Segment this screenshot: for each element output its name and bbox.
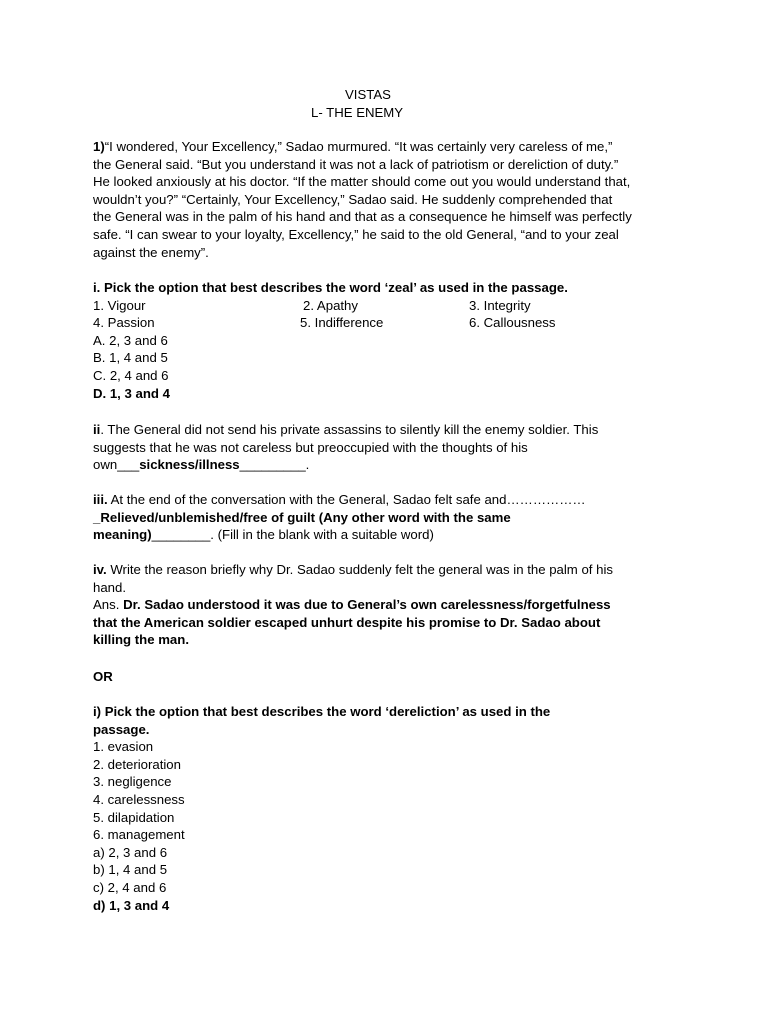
question-prompt: i) Pick the option that best describes the word ‘dereliction’ as used in the (93, 704, 551, 719)
question-i (93, 279, 693, 402)
choice: a) 2, 3 and 6 (93, 844, 168, 860)
passage-line: 1)“I wondered, Your Excellency,” Sadao murmured. “It was certainly very careless of me,” (93, 139, 613, 154)
passage-line: the General was in the palm of his hand and that as a consequence he himself was perfectly (93, 209, 632, 225)
option: 1. Vigour (93, 297, 146, 313)
question-line: suggests that he was not careless but preoccupied with the thoughts of his (93, 439, 528, 455)
question-label: iv. (93, 562, 107, 577)
passage-line: safe. “I can swear to your loyalty, Excellency,” he said to the old General, “and to your zeal (93, 226, 619, 242)
question-i-alternate (93, 703, 693, 914)
question-line: ii. The General did not send his private assassins to silently kill the enemy soldier. This (93, 422, 599, 437)
option: 2. Apathy (303, 297, 358, 313)
question-ii (93, 421, 693, 474)
option: 1. evasion (93, 739, 154, 755)
options-row (93, 314, 693, 332)
choice: B. 1, 4 and 5 (93, 350, 168, 366)
answer-prefix: Ans. (93, 597, 124, 613)
choice: c) 2, 4 and 6 (93, 879, 167, 895)
question-prompt: passage. (93, 721, 150, 737)
question-label: iii. (93, 492, 108, 507)
question-line: meaning)________. (Fill in the blank with a suitable word) (93, 527, 434, 543)
or-divider: OR (93, 669, 113, 684)
answer-line: Ans. Dr. Sadao understood it was due to General’s own carelessness/forgetfulness (93, 597, 611, 613)
passage (93, 138, 693, 261)
option: 4. Passion (93, 315, 155, 331)
choice: C. 2, 4 and 6 (93, 367, 169, 383)
question-line: hand. (93, 579, 127, 595)
passage-line: against the enemy”. (93, 244, 209, 260)
option: 6. management (93, 827, 185, 843)
answer-line: killing the man. (93, 632, 189, 648)
option: 5. dilapidation (93, 809, 175, 825)
option: 3. Integrity (469, 297, 531, 313)
option: 5. Indifference (300, 315, 384, 331)
question-line: own___sickness/illness_________. (93, 457, 310, 473)
answer-text: meaning) (93, 527, 152, 543)
answer-choice: D. 1, 3 and 4 (93, 385, 170, 401)
option: 4. carelessness (93, 791, 185, 807)
options-row (93, 297, 693, 315)
question-line: iv. Write the reason briefly why Dr. Sadao suddenly felt the general was in the palm of his (93, 562, 613, 577)
question-iii (93, 491, 693, 544)
option: 6. Callousness (469, 315, 556, 331)
passage-line: wouldn’t you?” “Certainly, Your Excellency,” Sadao said. He suddenly comprehended that (93, 191, 613, 207)
choice: b) 1, 4 and 5 (93, 862, 168, 878)
document-title: VISTAS (345, 87, 391, 102)
answer-text: _Relieved/unblemished/free of guilt (Any other word with the same (93, 509, 511, 525)
question-label: ii (93, 422, 101, 437)
answer-choice: d) 1, 3 and 4 (93, 897, 170, 913)
question-prompt: i. Pick the option that best describes the word ‘zeal’ as used in the passage. (93, 280, 568, 295)
passage-number: 1) (93, 139, 105, 154)
question-iv (93, 561, 693, 649)
option: 2. deterioration (93, 756, 181, 772)
answer-line: that the American soldier escaped unhurt despite his promise to Dr. Sadao about (93, 614, 601, 630)
question-line: iii. At the end of the conversation with the General, Sadao felt safe and……………… (93, 492, 586, 507)
passage-line: He looked anxiously at his doctor. “If the matter should come out you would understand that, (93, 174, 631, 190)
choice: A. 2, 3 and 6 (93, 332, 168, 348)
chapter-title: L- THE ENEMY (311, 105, 404, 120)
option: 3. negligence (93, 774, 172, 790)
answer-text: sickness/illness (139, 457, 240, 473)
passage-line: the General said. “But you understand it was not a lack of patriotism or dereliction of duty.” (93, 156, 619, 172)
